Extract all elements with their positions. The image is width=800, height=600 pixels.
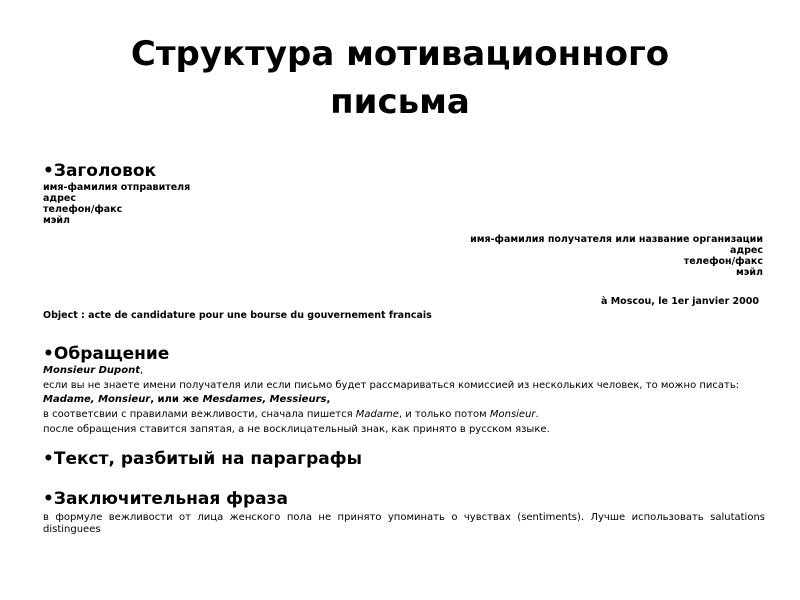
sender-address: адрес xyxy=(43,193,76,204)
address-comma-note: после обращения ставится запятая, а не восклицательный знак, как принято в русском языке. xyxy=(43,424,550,435)
slide-title xyxy=(60,30,740,126)
letter-date: à Moscou, le 1er janvier 2000 xyxy=(601,296,759,307)
sender-email: мэйл xyxy=(43,215,71,226)
sender-name: имя-фамилия отправителя xyxy=(43,182,191,193)
address-politeness-rule: в соответсвии с правилами вежливости, сначала пишется Madame, и только потом Monsieur. xyxy=(43,409,539,420)
closing-text: в формуле вежливости от лица женского пола не принято упоминать о чувствах (sentiments). Лучше использовать salutations distinguees xyxy=(43,512,765,535)
heading-header: •Заголовок xyxy=(43,161,157,181)
title-line-2: письма xyxy=(330,82,470,122)
sender-phone: телефон/факс xyxy=(43,204,123,215)
address-example: Monsieur Dupont, xyxy=(43,365,144,376)
slide-content xyxy=(43,160,765,536)
letter-object: Object : acte de candidature pour une bourse du gouvernement francais xyxy=(43,310,432,321)
heading-address: •Обращение xyxy=(43,344,170,364)
recipient-phone: телефон/факс xyxy=(683,256,763,267)
recipient-email: мэйл xyxy=(735,267,763,278)
title-line-1: Структура мотивационного xyxy=(130,34,670,74)
heading-closing: •Заключительная фраза xyxy=(43,489,289,509)
recipient-block xyxy=(43,234,765,278)
recipient-name: имя-фамилия получателя или название организации xyxy=(470,234,763,245)
sender-block xyxy=(43,182,765,226)
address-alternatives: Madame, Monsieur, или же Mesdames, Messieurs, xyxy=(43,394,331,405)
heading-body: •Текст, разбитый на параграфы xyxy=(43,449,362,469)
recipient-address: адрес xyxy=(730,245,763,256)
address-para-unknown: если вы не знаете имени получателя или если письмо будет рассмариваться комиссией из нескольких человек, то можно писать: xyxy=(43,380,740,391)
example-monsieur-dupont: Monsieur Dupont xyxy=(43,365,140,376)
